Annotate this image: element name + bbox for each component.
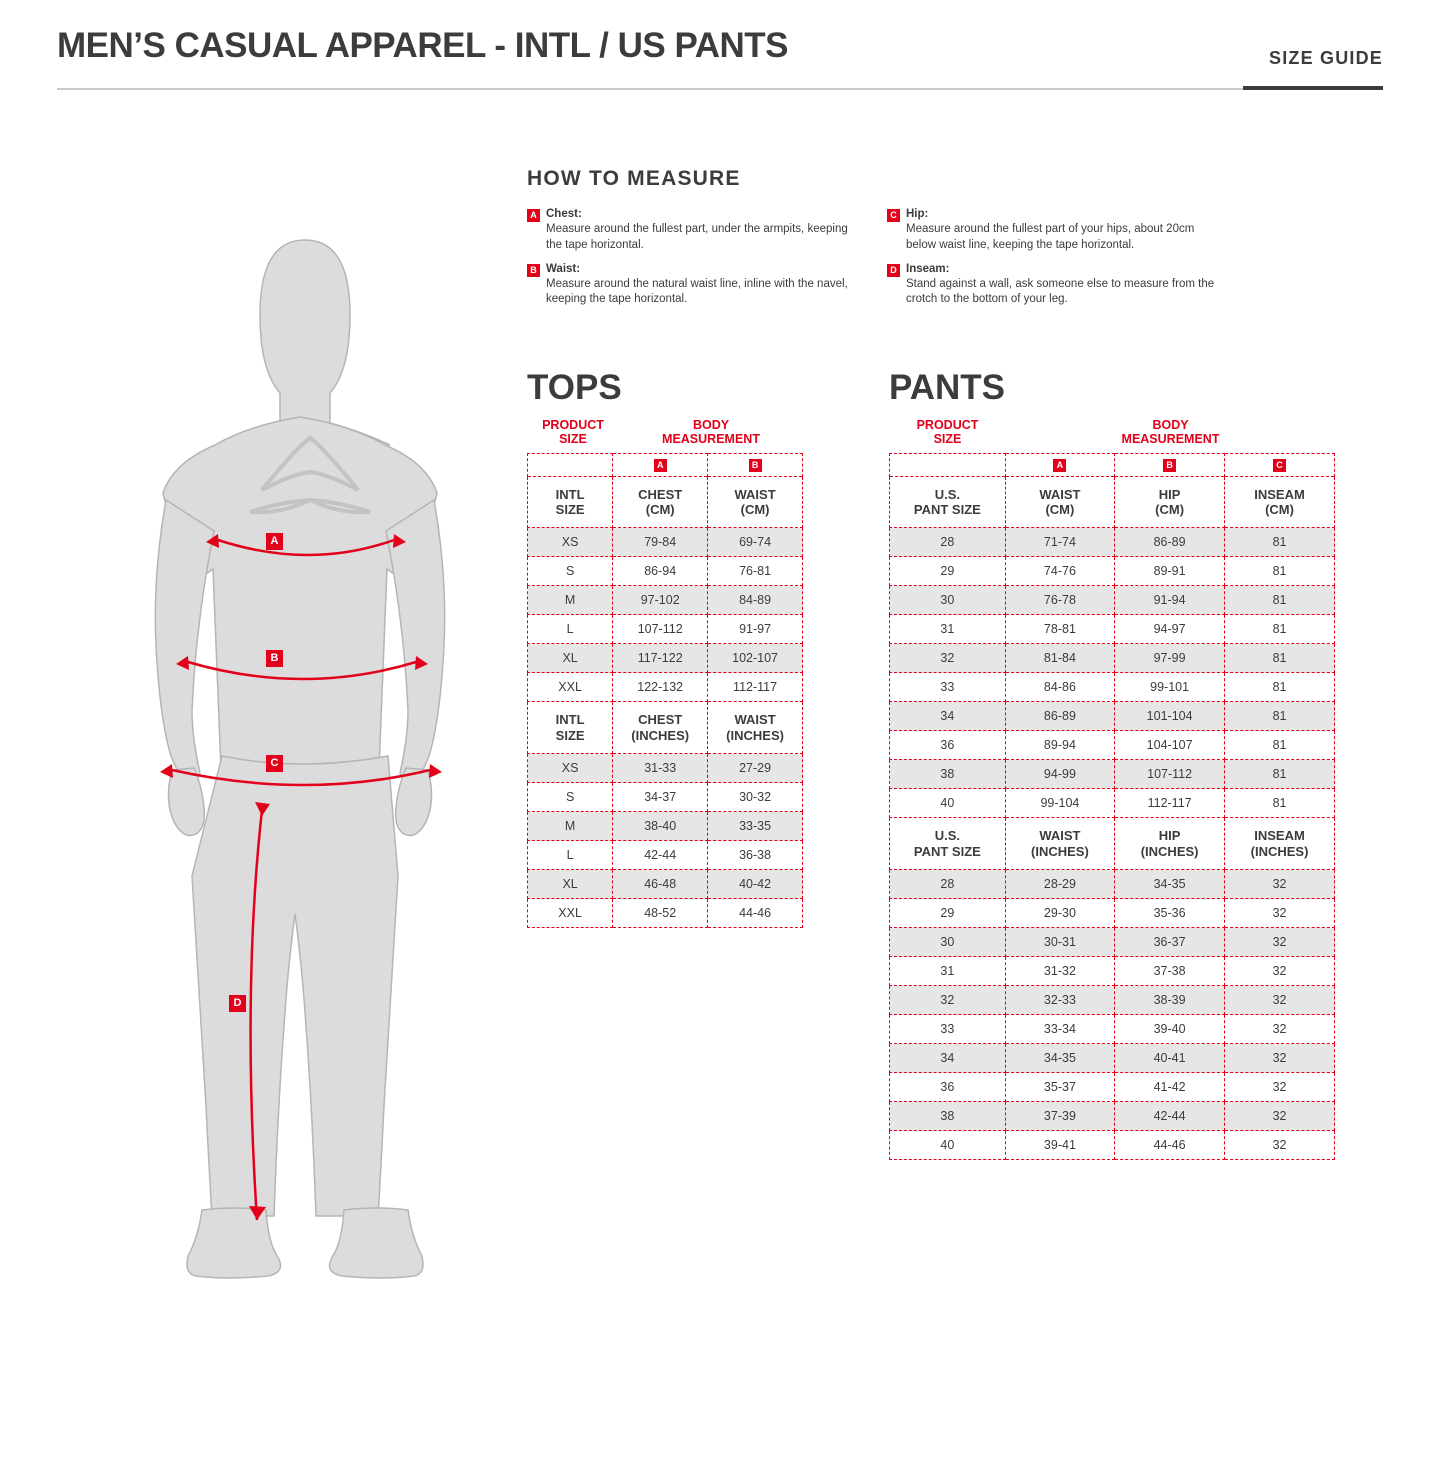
mannequin-figure bbox=[110, 200, 500, 1310]
pants-table bbox=[889, 453, 1335, 1160]
cell-waist: 102-107 bbox=[708, 644, 803, 673]
table-row bbox=[890, 673, 1335, 702]
cell-inseam: 32 bbox=[1225, 1073, 1335, 1102]
pants-in-col-inseam: INSEAM (INCHES) bbox=[1225, 818, 1335, 870]
cell-waist: 35-37 bbox=[1005, 1073, 1114, 1102]
cell-size: XS bbox=[528, 754, 613, 783]
table-row bbox=[890, 557, 1335, 586]
table-row bbox=[528, 615, 803, 644]
pants-cm-header-row bbox=[890, 476, 1335, 528]
tops-body-measurement-header: BODY MEASUREMENT bbox=[662, 418, 760, 447]
table-row bbox=[528, 586, 803, 615]
table-row bbox=[890, 731, 1335, 760]
cell-chest: 38-40 bbox=[613, 812, 708, 841]
cell-waist: 76-78 bbox=[1005, 586, 1114, 615]
table-row bbox=[528, 783, 803, 812]
pants-in-col-hip: HIP (INCHES) bbox=[1115, 818, 1225, 870]
size-guide-label: SIZE GUIDE bbox=[1268, 48, 1383, 68]
cell-waist: 31-32 bbox=[1005, 957, 1114, 986]
cell-waist: 34-35 bbox=[1005, 1044, 1114, 1073]
cell-size: XL bbox=[528, 870, 613, 899]
tag-c-icon: C bbox=[1273, 459, 1286, 472]
cell-size: 30 bbox=[890, 928, 1006, 957]
cell-size: 36 bbox=[890, 1073, 1006, 1102]
cell-hip: 36-37 bbox=[1115, 928, 1225, 957]
cell-waist: 27-29 bbox=[708, 754, 803, 783]
cell-hip: 38-39 bbox=[1115, 986, 1225, 1015]
table-row bbox=[528, 870, 803, 899]
cell-inseam: 32 bbox=[1225, 1131, 1335, 1160]
cell-hip: 99-101 bbox=[1115, 673, 1225, 702]
measure-item-inseam-label: Inseam: bbox=[906, 262, 950, 275]
cell-waist: 36-38 bbox=[708, 841, 803, 870]
table-row bbox=[890, 957, 1335, 986]
header-divider bbox=[57, 88, 1383, 90]
tops-cm-col-chest: CHEST (CM) bbox=[613, 476, 708, 528]
figure-label-c: C bbox=[266, 755, 283, 772]
tops-cm-table bbox=[527, 453, 803, 928]
tops-in-col-size: INTL SIZE bbox=[528, 702, 613, 754]
measure-item-chest bbox=[527, 207, 857, 253]
pants-in-col-waist: WAIST (INCHES) bbox=[1005, 818, 1114, 870]
cell-hip: 94-97 bbox=[1115, 615, 1225, 644]
cell-chest: 34-37 bbox=[613, 783, 708, 812]
cell-size: 28 bbox=[890, 528, 1006, 557]
cell-waist: 32-33 bbox=[1005, 986, 1114, 1015]
cell-size: 34 bbox=[890, 702, 1006, 731]
cell-waist: 29-30 bbox=[1005, 899, 1114, 928]
table-row bbox=[890, 644, 1335, 673]
cell-size: 32 bbox=[890, 644, 1006, 673]
cell-waist: 91-97 bbox=[708, 615, 803, 644]
cell-hip: 39-40 bbox=[1115, 1015, 1225, 1044]
cell-size: XXL bbox=[528, 673, 613, 702]
table-row bbox=[528, 528, 803, 557]
cell-inseam: 81 bbox=[1225, 615, 1335, 644]
cell-waist: 112-117 bbox=[708, 673, 803, 702]
cell-size: 40 bbox=[890, 1131, 1006, 1160]
cell-inseam: 81 bbox=[1225, 528, 1335, 557]
figure-label-d: D bbox=[229, 995, 246, 1012]
cell-chest: 42-44 bbox=[613, 841, 708, 870]
cell-size: S bbox=[528, 557, 613, 586]
cell-inseam: 32 bbox=[1225, 870, 1335, 899]
cell-waist: 84-86 bbox=[1005, 673, 1114, 702]
table-row bbox=[890, 1015, 1335, 1044]
measure-item-chest-text: Measure around the fullest part, under the armpits, keeping the tape horizontal. bbox=[546, 223, 848, 251]
body-measurement-illustration bbox=[110, 200, 500, 1310]
cell-inseam: 32 bbox=[1225, 1015, 1335, 1044]
cell-hip: 97-99 bbox=[1115, 644, 1225, 673]
cell-size: XXL bbox=[528, 899, 613, 928]
cell-chest: 107-112 bbox=[613, 615, 708, 644]
cell-hip: 44-46 bbox=[1115, 1131, 1225, 1160]
cell-size: 33 bbox=[890, 1015, 1006, 1044]
measure-item-hip bbox=[887, 207, 1217, 253]
how-to-measure-column-right bbox=[887, 207, 1217, 317]
cell-chest: 122-132 bbox=[613, 673, 708, 702]
cell-waist: 33-35 bbox=[708, 812, 803, 841]
tops-cm-header-row bbox=[528, 476, 803, 528]
tops-title: TOPS bbox=[527, 368, 622, 407]
cell-hip: 91-94 bbox=[1115, 586, 1225, 615]
table-row bbox=[890, 586, 1335, 615]
cell-inseam: 32 bbox=[1225, 899, 1335, 928]
tag-a-icon: A bbox=[654, 459, 667, 472]
cell-chest: 117-122 bbox=[613, 644, 708, 673]
pants-cm-tag-a-cell bbox=[1005, 453, 1114, 476]
cell-hip: 89-91 bbox=[1115, 557, 1225, 586]
cell-inseam: 32 bbox=[1225, 1044, 1335, 1073]
cell-size: S bbox=[528, 783, 613, 812]
cell-chest: 97-102 bbox=[613, 586, 708, 615]
cell-waist: 81-84 bbox=[1005, 644, 1114, 673]
table-row bbox=[528, 812, 803, 841]
cell-size: 38 bbox=[890, 1102, 1006, 1131]
cell-waist: 30-31 bbox=[1005, 928, 1114, 957]
pants-in-col-size: U.S. PANT SIZE bbox=[890, 818, 1006, 870]
table-row bbox=[890, 1073, 1335, 1102]
cell-waist: 78-81 bbox=[1005, 615, 1114, 644]
pants-cm-col-inseam: INSEAM (CM) bbox=[1225, 476, 1335, 528]
measure-item-waist-text: Measure around the natural waist line, inline with the navel, keeping the tape horizontal. bbox=[546, 278, 848, 306]
tops-section bbox=[527, 368, 803, 928]
page-header bbox=[0, 0, 1440, 96]
cell-inseam: 81 bbox=[1225, 673, 1335, 702]
pants-cm-col-size: U.S. PANT SIZE bbox=[890, 476, 1006, 528]
table-row bbox=[890, 702, 1335, 731]
cell-waist: 37-39 bbox=[1005, 1102, 1114, 1131]
cell-waist: 40-42 bbox=[708, 870, 803, 899]
table-row bbox=[528, 557, 803, 586]
pants-product-size-header: PRODUCT SIZE bbox=[916, 418, 979, 447]
tag-b-icon: B bbox=[527, 264, 540, 277]
table-row bbox=[528, 841, 803, 870]
tops-inches-header-row bbox=[528, 702, 803, 754]
cell-inseam: 32 bbox=[1225, 928, 1335, 957]
measure-item-chest-label: Chest: bbox=[546, 208, 582, 220]
cell-size: 40 bbox=[890, 789, 1006, 818]
cell-waist: 74-76 bbox=[1005, 557, 1114, 586]
cell-inseam: 32 bbox=[1225, 957, 1335, 986]
tag-c-icon: C bbox=[887, 209, 900, 222]
cell-waist: 99-104 bbox=[1005, 789, 1114, 818]
cell-chest: 79-84 bbox=[613, 528, 708, 557]
table-row bbox=[890, 928, 1335, 957]
cell-inseam: 81 bbox=[1225, 731, 1335, 760]
table-row bbox=[890, 1044, 1335, 1073]
tops-cm-tag-a-cell bbox=[613, 453, 708, 476]
cell-size: 28 bbox=[890, 870, 1006, 899]
cell-hip: 40-41 bbox=[1115, 1044, 1225, 1073]
pants-cm-tag-blank bbox=[890, 453, 1006, 476]
measure-item-hip-label: Hip: bbox=[906, 208, 929, 220]
cell-size: 29 bbox=[890, 899, 1006, 928]
cell-waist: 94-99 bbox=[1005, 760, 1114, 789]
cell-size: XS bbox=[528, 528, 613, 557]
how-to-measure-title: HOW TO MEASURE bbox=[527, 167, 741, 190]
cell-hip: 101-104 bbox=[1115, 702, 1225, 731]
tops-cm-col-size: INTL SIZE bbox=[528, 476, 613, 528]
cell-inseam: 81 bbox=[1225, 760, 1335, 789]
cell-size: 31 bbox=[890, 957, 1006, 986]
cell-hip: 37-38 bbox=[1115, 957, 1225, 986]
tag-a-icon: A bbox=[1053, 459, 1066, 472]
measure-item-waist-label: Waist: bbox=[546, 262, 581, 275]
cell-size: XL bbox=[528, 644, 613, 673]
table-row bbox=[890, 528, 1335, 557]
cell-waist: 44-46 bbox=[708, 899, 803, 928]
cell-inseam: 32 bbox=[1225, 1102, 1335, 1131]
tops-cm-tag-b-cell bbox=[708, 453, 803, 476]
table-row bbox=[890, 1102, 1335, 1131]
cell-waist: 30-32 bbox=[708, 783, 803, 812]
cell-waist: 76-81 bbox=[708, 557, 803, 586]
tag-a-icon: A bbox=[527, 209, 540, 222]
cell-inseam: 81 bbox=[1225, 557, 1335, 586]
cell-size: L bbox=[528, 841, 613, 870]
cell-waist: 86-89 bbox=[1005, 702, 1114, 731]
table-row bbox=[890, 1131, 1335, 1160]
how-to-measure-column-left bbox=[527, 207, 857, 317]
page-title: MEN’S CASUAL APPAREL - INTL / US PANTS bbox=[57, 26, 788, 65]
cell-size: M bbox=[528, 812, 613, 841]
figure-label-b: B bbox=[266, 650, 283, 667]
tag-b-icon: B bbox=[749, 459, 762, 472]
cell-hip: 41-42 bbox=[1115, 1073, 1225, 1102]
cell-hip: 107-112 bbox=[1115, 760, 1225, 789]
cell-waist: 84-89 bbox=[708, 586, 803, 615]
pants-cm-tag-b-cell bbox=[1115, 453, 1225, 476]
measure-item-hip-text: Measure around the fullest part of your hips, about 20cm below waist line, keeping the tape horizontal. bbox=[906, 223, 1195, 251]
pants-inches-header-row bbox=[890, 818, 1335, 870]
cell-hip: 42-44 bbox=[1115, 1102, 1225, 1131]
cell-size: 36 bbox=[890, 731, 1006, 760]
cell-waist: 28-29 bbox=[1005, 870, 1114, 899]
pants-cm-tag-c-cell bbox=[1225, 453, 1335, 476]
table-row bbox=[890, 760, 1335, 789]
measure-item-inseam bbox=[887, 262, 1217, 308]
cell-inseam: 81 bbox=[1225, 586, 1335, 615]
cell-hip: 86-89 bbox=[1115, 528, 1225, 557]
cell-inseam: 81 bbox=[1225, 702, 1335, 731]
pants-cm-col-hip: HIP (CM) bbox=[1115, 476, 1225, 528]
pants-section bbox=[889, 368, 1335, 1160]
cell-hip: 112-117 bbox=[1115, 789, 1225, 818]
cell-chest: 48-52 bbox=[613, 899, 708, 928]
table-row bbox=[890, 870, 1335, 899]
how-to-measure-section bbox=[527, 167, 1227, 317]
header-divider-accent bbox=[1243, 86, 1383, 90]
cell-size: 34 bbox=[890, 1044, 1006, 1073]
cell-size: 33 bbox=[890, 673, 1006, 702]
figure-label-a: A bbox=[266, 533, 283, 550]
cell-inseam: 81 bbox=[1225, 644, 1335, 673]
cell-hip: 35-36 bbox=[1115, 899, 1225, 928]
table-row bbox=[890, 986, 1335, 1015]
cell-waist: 39-41 bbox=[1005, 1131, 1114, 1160]
cell-size: 29 bbox=[890, 557, 1006, 586]
table-row bbox=[528, 899, 803, 928]
pants-cm-tag-row bbox=[890, 453, 1335, 476]
tops-in-col-waist: WAIST (INCHES) bbox=[708, 702, 803, 754]
table-row bbox=[528, 644, 803, 673]
tops-cm-col-waist: WAIST (CM) bbox=[708, 476, 803, 528]
cell-chest: 86-94 bbox=[613, 557, 708, 586]
measure-item-inseam-text: Stand against a wall, ask someone else to measure from the crotch to the bottom of your leg. bbox=[906, 278, 1215, 306]
pants-body-measurement-header: BODY MEASUREMENT bbox=[1121, 418, 1220, 447]
cell-size: 31 bbox=[890, 615, 1006, 644]
tag-b-icon: B bbox=[1163, 459, 1176, 472]
table-row bbox=[528, 754, 803, 783]
tops-cm-tag-row bbox=[528, 453, 803, 476]
cell-size: 32 bbox=[890, 986, 1006, 1015]
tops-product-size-header: PRODUCT SIZE bbox=[542, 418, 604, 447]
table-row bbox=[890, 615, 1335, 644]
cell-waist: 71-74 bbox=[1005, 528, 1114, 557]
tops-cm-tag-blank bbox=[528, 453, 613, 476]
cell-size: L bbox=[528, 615, 613, 644]
table-row bbox=[890, 789, 1335, 818]
cell-hip: 34-35 bbox=[1115, 870, 1225, 899]
pants-title: PANTS bbox=[889, 368, 1006, 407]
pants-cm-col-waist: WAIST (CM) bbox=[1005, 476, 1114, 528]
cell-waist: 33-34 bbox=[1005, 1015, 1114, 1044]
cell-size: M bbox=[528, 586, 613, 615]
cell-chest: 46-48 bbox=[613, 870, 708, 899]
tag-d-icon: D bbox=[887, 264, 900, 277]
cell-size: 30 bbox=[890, 586, 1006, 615]
cell-chest: 31-33 bbox=[613, 754, 708, 783]
table-row bbox=[528, 673, 803, 702]
measure-item-waist bbox=[527, 262, 857, 308]
cell-inseam: 32 bbox=[1225, 986, 1335, 1015]
cell-waist: 89-94 bbox=[1005, 731, 1114, 760]
cell-waist: 69-74 bbox=[708, 528, 803, 557]
tops-in-col-chest: CHEST (INCHES) bbox=[613, 702, 708, 754]
cell-hip: 104-107 bbox=[1115, 731, 1225, 760]
cell-size: 38 bbox=[890, 760, 1006, 789]
table-row bbox=[890, 899, 1335, 928]
cell-inseam: 81 bbox=[1225, 789, 1335, 818]
